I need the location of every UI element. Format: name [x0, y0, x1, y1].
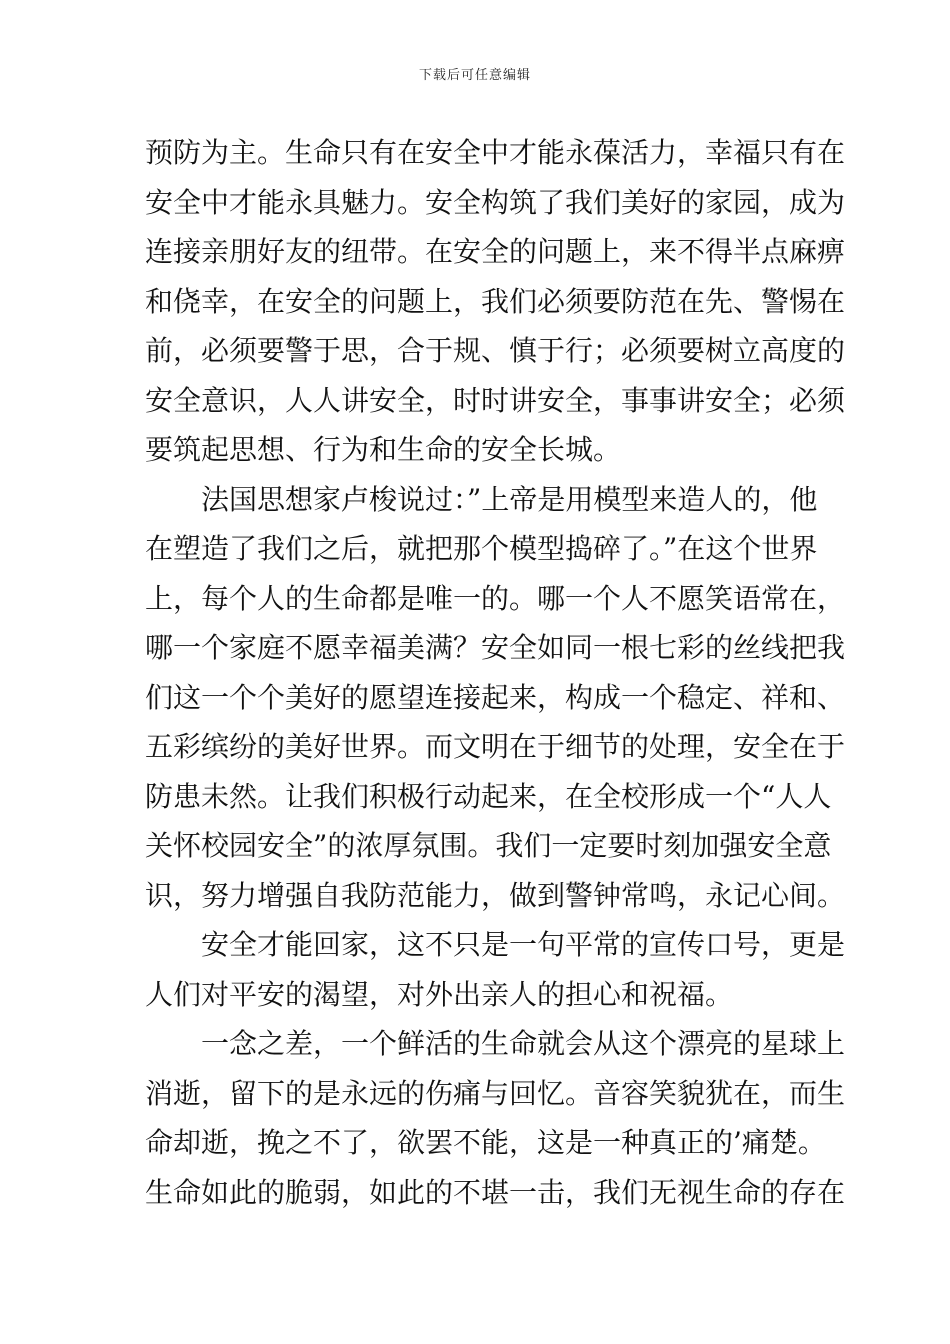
text-line: 关怀校园安全”的浓厚氛围。我们一定要时刻加强安全意	[145, 829, 832, 862]
text-line: 安全中才能永具魅力。安全构筑了我们美好的家园，成为	[145, 185, 846, 219]
text-line: 前，必须要警于思，合于规、慎于行；必须要树立高度的	[145, 334, 846, 367]
text-line: 五彩缤纷的美好世界。而文明在于细节的处理，安全在于	[145, 730, 846, 763]
text-line: 消逝，留下的是永远的伤痛与回忆。音容笑貌犹在，而生	[145, 1076, 846, 1110]
text-line: 要筑起思想、行为和生命的安全长城。	[145, 433, 622, 466]
text-line: 人们对平安的渴望，对外出亲人的担心和祝福。	[145, 977, 734, 1011]
text-line: 和侥幸，在安全的问题上，我们必须要防范在先、警惕在	[145, 284, 846, 318]
text-line: 安全才能回家，这不只是一句平常的宣传口号，更是	[201, 928, 846, 961]
text-line: 连接亲朋好友的纽带。在安全的问题上，来不得半点麻痹	[145, 235, 846, 268]
text-line: 命却逝，挽之不了，欲罢不能，这是一种真正的’痛楚。	[145, 1126, 826, 1159]
text-line: 预防为主。生命只有在安全中才能永葆活力，幸福只有在	[145, 136, 846, 169]
body-text	[145, 128, 846, 1217]
page-header: 下载后可任意编辑	[418, 68, 531, 83]
text-line: 在塑造了我们之后，就把那个模型捣碎了。”在这个世界	[145, 532, 818, 565]
text-line: 法国思想家卢梭说过：”上帝是用模型来造人的，他	[201, 482, 818, 516]
text-line: 上，每个人的生命都是唯一的。哪一个人不愿笑语常在，	[145, 581, 846, 615]
text-line: 安全意识，人人讲安全，时时讲安全，事事讲安全；必须	[145, 383, 846, 417]
text-line: 哪一个家庭不愿幸福美满？安全如同一根七彩的丝线把我	[145, 631, 846, 664]
text-line: 防患未然。让我们积极行动起来，在全校形成一个“人人	[145, 779, 832, 813]
text-line: 识，努力增强自我防范能力，做到警钟常鸣，永记心间。	[145, 878, 846, 912]
text-line: 们这一个个美好的愿望连接起来，构成一个稳定、祥和、	[145, 680, 846, 714]
text-line: 一念之差，一个鲜活的生命就会从这个漂亮的星球上	[201, 1027, 846, 1060]
text-line: 生命如此的脆弱，如此的不堪一击，我们无视生命的存在	[145, 1175, 846, 1209]
